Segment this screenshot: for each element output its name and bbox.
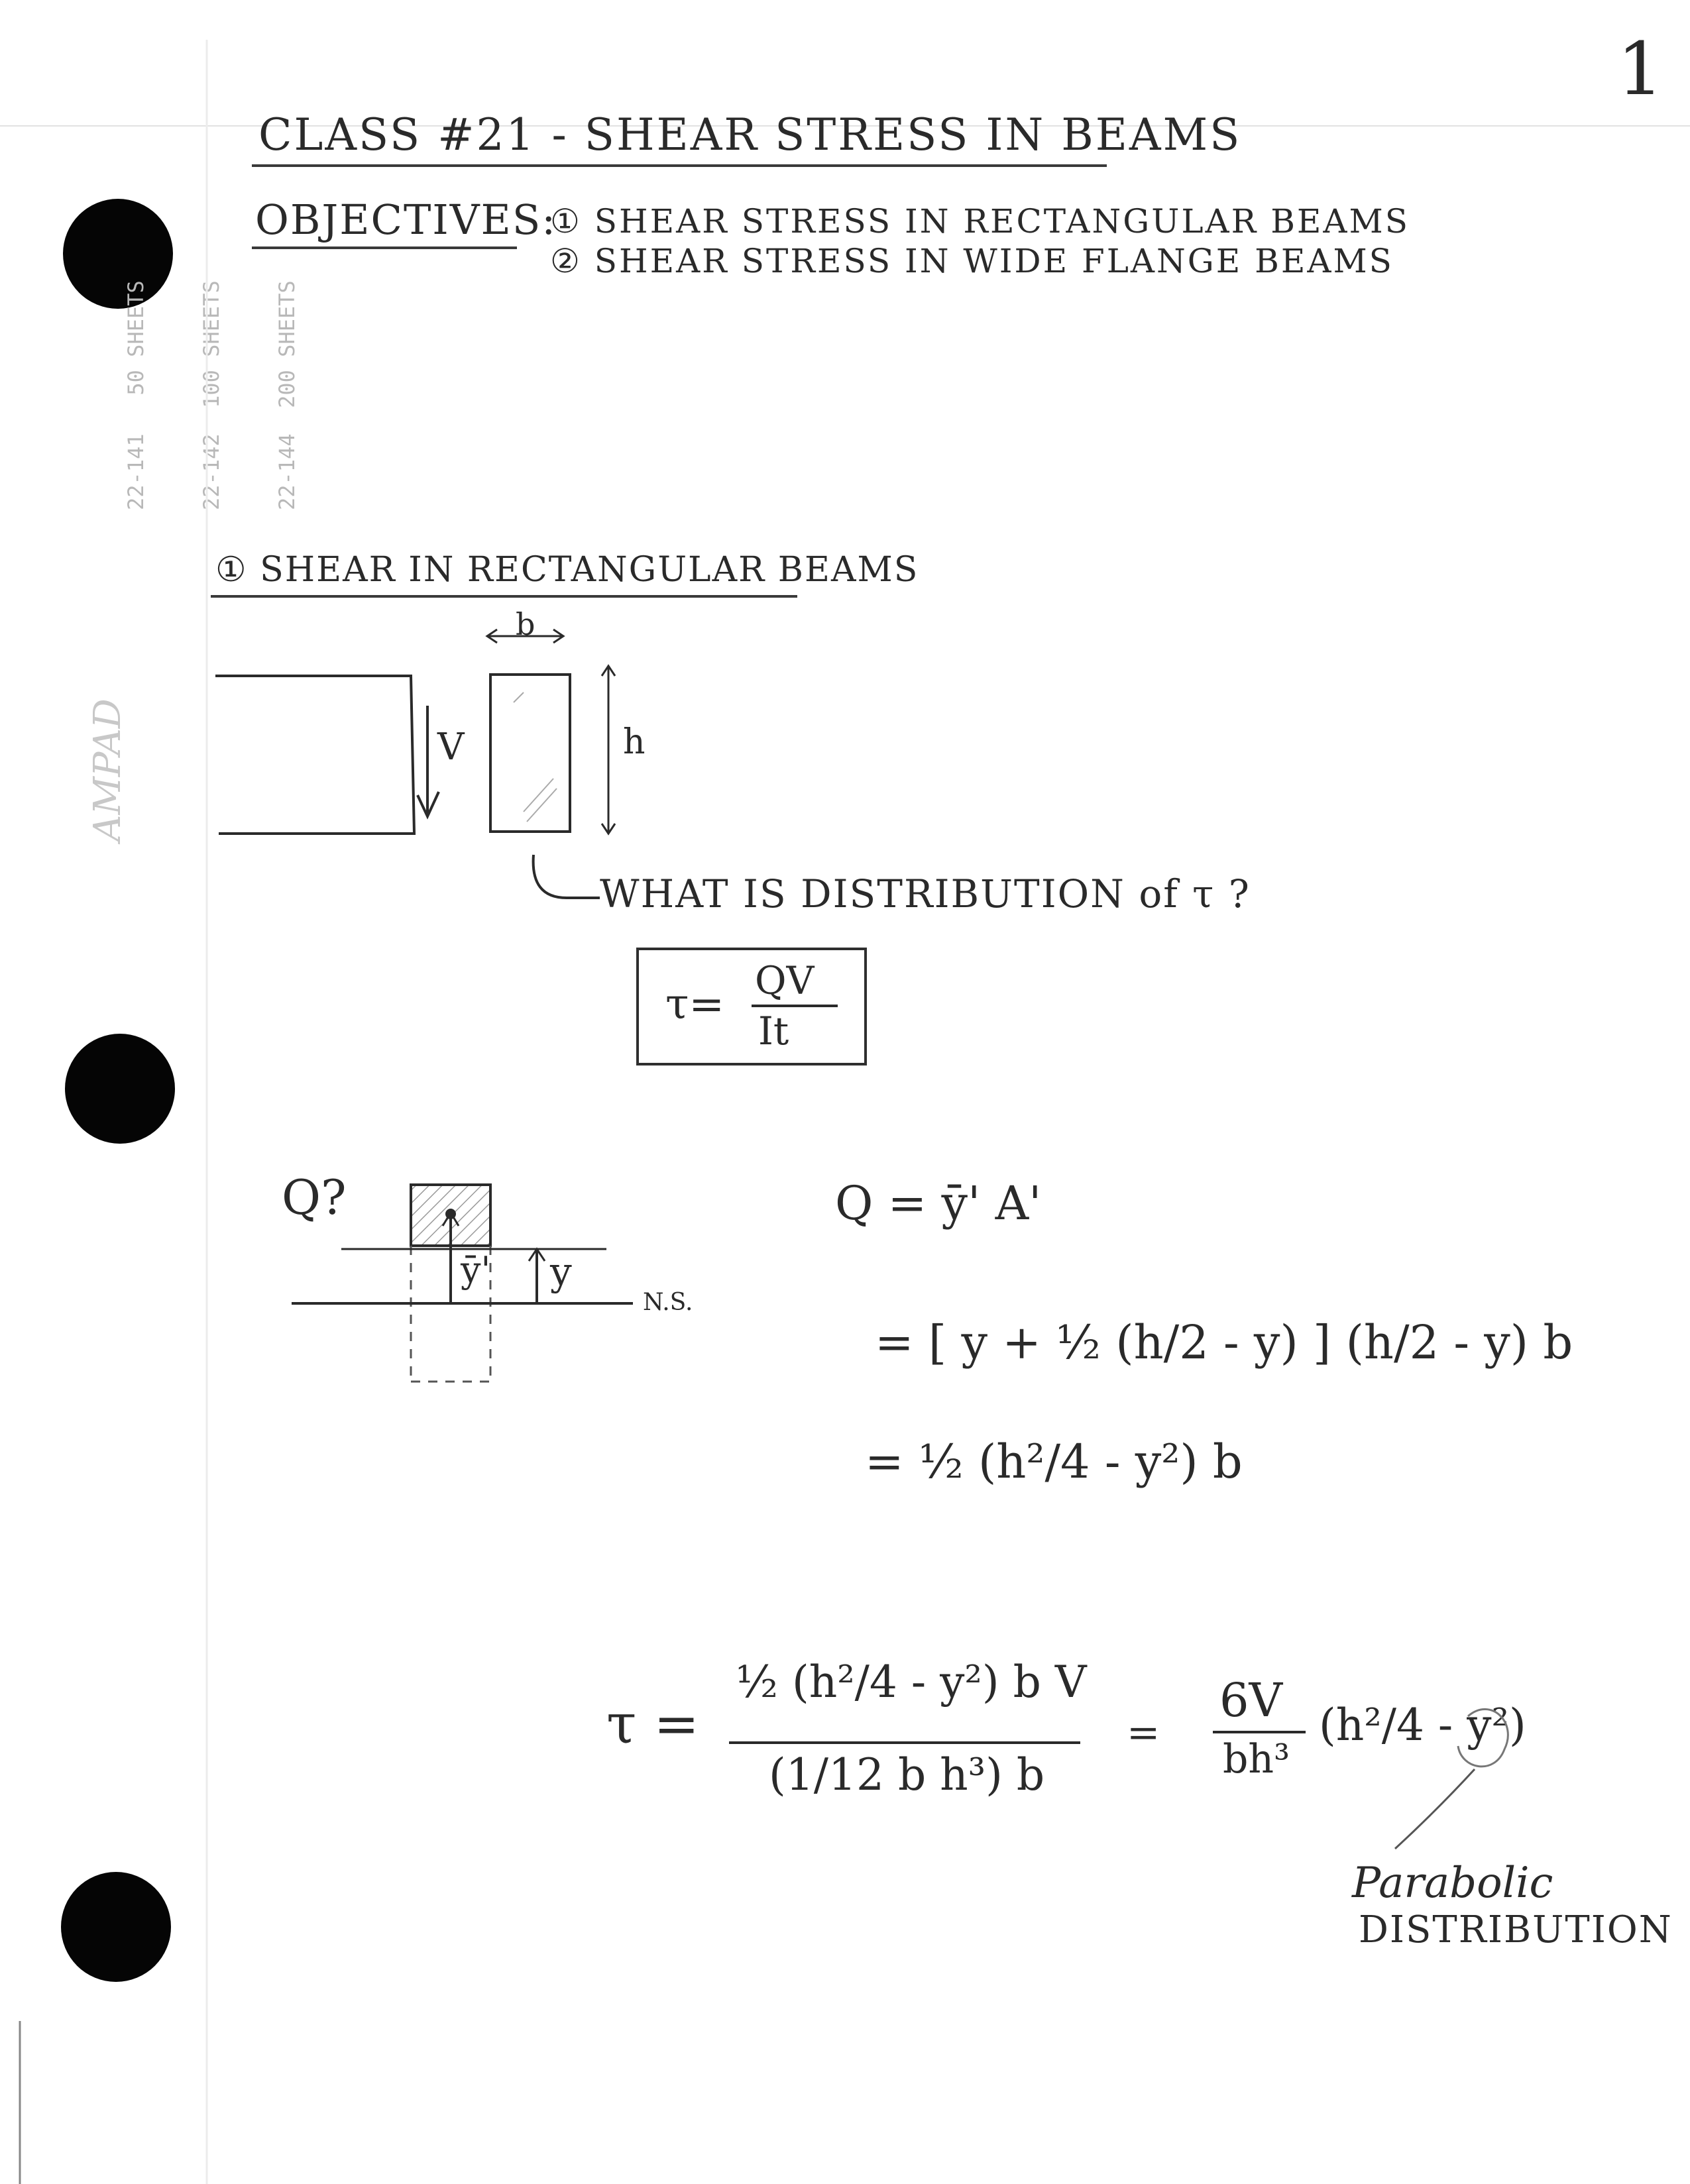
tau-lhs: τ = (606, 1693, 700, 1756)
ybar-prime-label: ȳ' (461, 1249, 491, 1291)
parabolic-note-line-2: DISTRIBUTION (1359, 1908, 1673, 1951)
tau-denominator: (1/12 b h³) b (769, 1749, 1045, 1800)
distribution-question: WHAT IS DISTRIBUTION of τ ? (600, 871, 1251, 916)
tau-result-paren: (h²/4 - y²) (1319, 1700, 1526, 1751)
parabolic-note-line-1: Parabolic (1352, 1859, 1553, 1908)
objective-item-2: ② SHEAR STRESS IN WIDE FLANGE BEAMS (550, 242, 1394, 280)
q-label: Q? (282, 1170, 347, 1225)
tau-equals: = (1127, 1710, 1160, 1756)
y-label: y (550, 1249, 572, 1294)
q-equation-3: = ½ (h²/4 - y²) b (865, 1435, 1243, 1489)
formula-numerator: QV (755, 958, 815, 1003)
margin-print-line: 22-142 100 SHEETS (199, 280, 224, 510)
q-equation-2: = [ y + ½ (h/2 - y) ] (h/2 - y) b (875, 1315, 1573, 1370)
neutral-axis-label: N.S. (643, 1289, 693, 1316)
formula-denominator: It (758, 1009, 789, 1054)
formula-lhs: τ= (665, 980, 725, 1029)
page-number: 1 (1617, 27, 1663, 111)
page-title: CLASS #21 - SHEAR STRESS IN BEAMS (258, 109, 1242, 160)
objectives-label: OBJECTIVES: (255, 195, 557, 244)
margin-print-line: 22-141 50 SHEETS (123, 280, 148, 510)
label-v: V (437, 726, 465, 769)
tau-result-coeff-num: 6V (1219, 1673, 1283, 1727)
label-h: h (623, 722, 646, 762)
objective-item-1: ① SHEAR STRESS IN RECTANGULAR BEAMS (550, 202, 1410, 241)
margin-print-line: 22-144 200 SHEETS (274, 280, 300, 510)
label-b: b (516, 606, 535, 642)
section-heading: ① SHEAR IN RECTANGULAR BEAMS (215, 550, 919, 590)
tau-numerator: ½ (h²/4 - y²) b V (736, 1657, 1087, 1708)
tau-result-coeff-den: bh³ (1223, 1736, 1290, 1782)
paper-brand-logo: AMPAD (86, 698, 129, 842)
q-equation-1: Q = ȳ' A' (835, 1176, 1042, 1230)
